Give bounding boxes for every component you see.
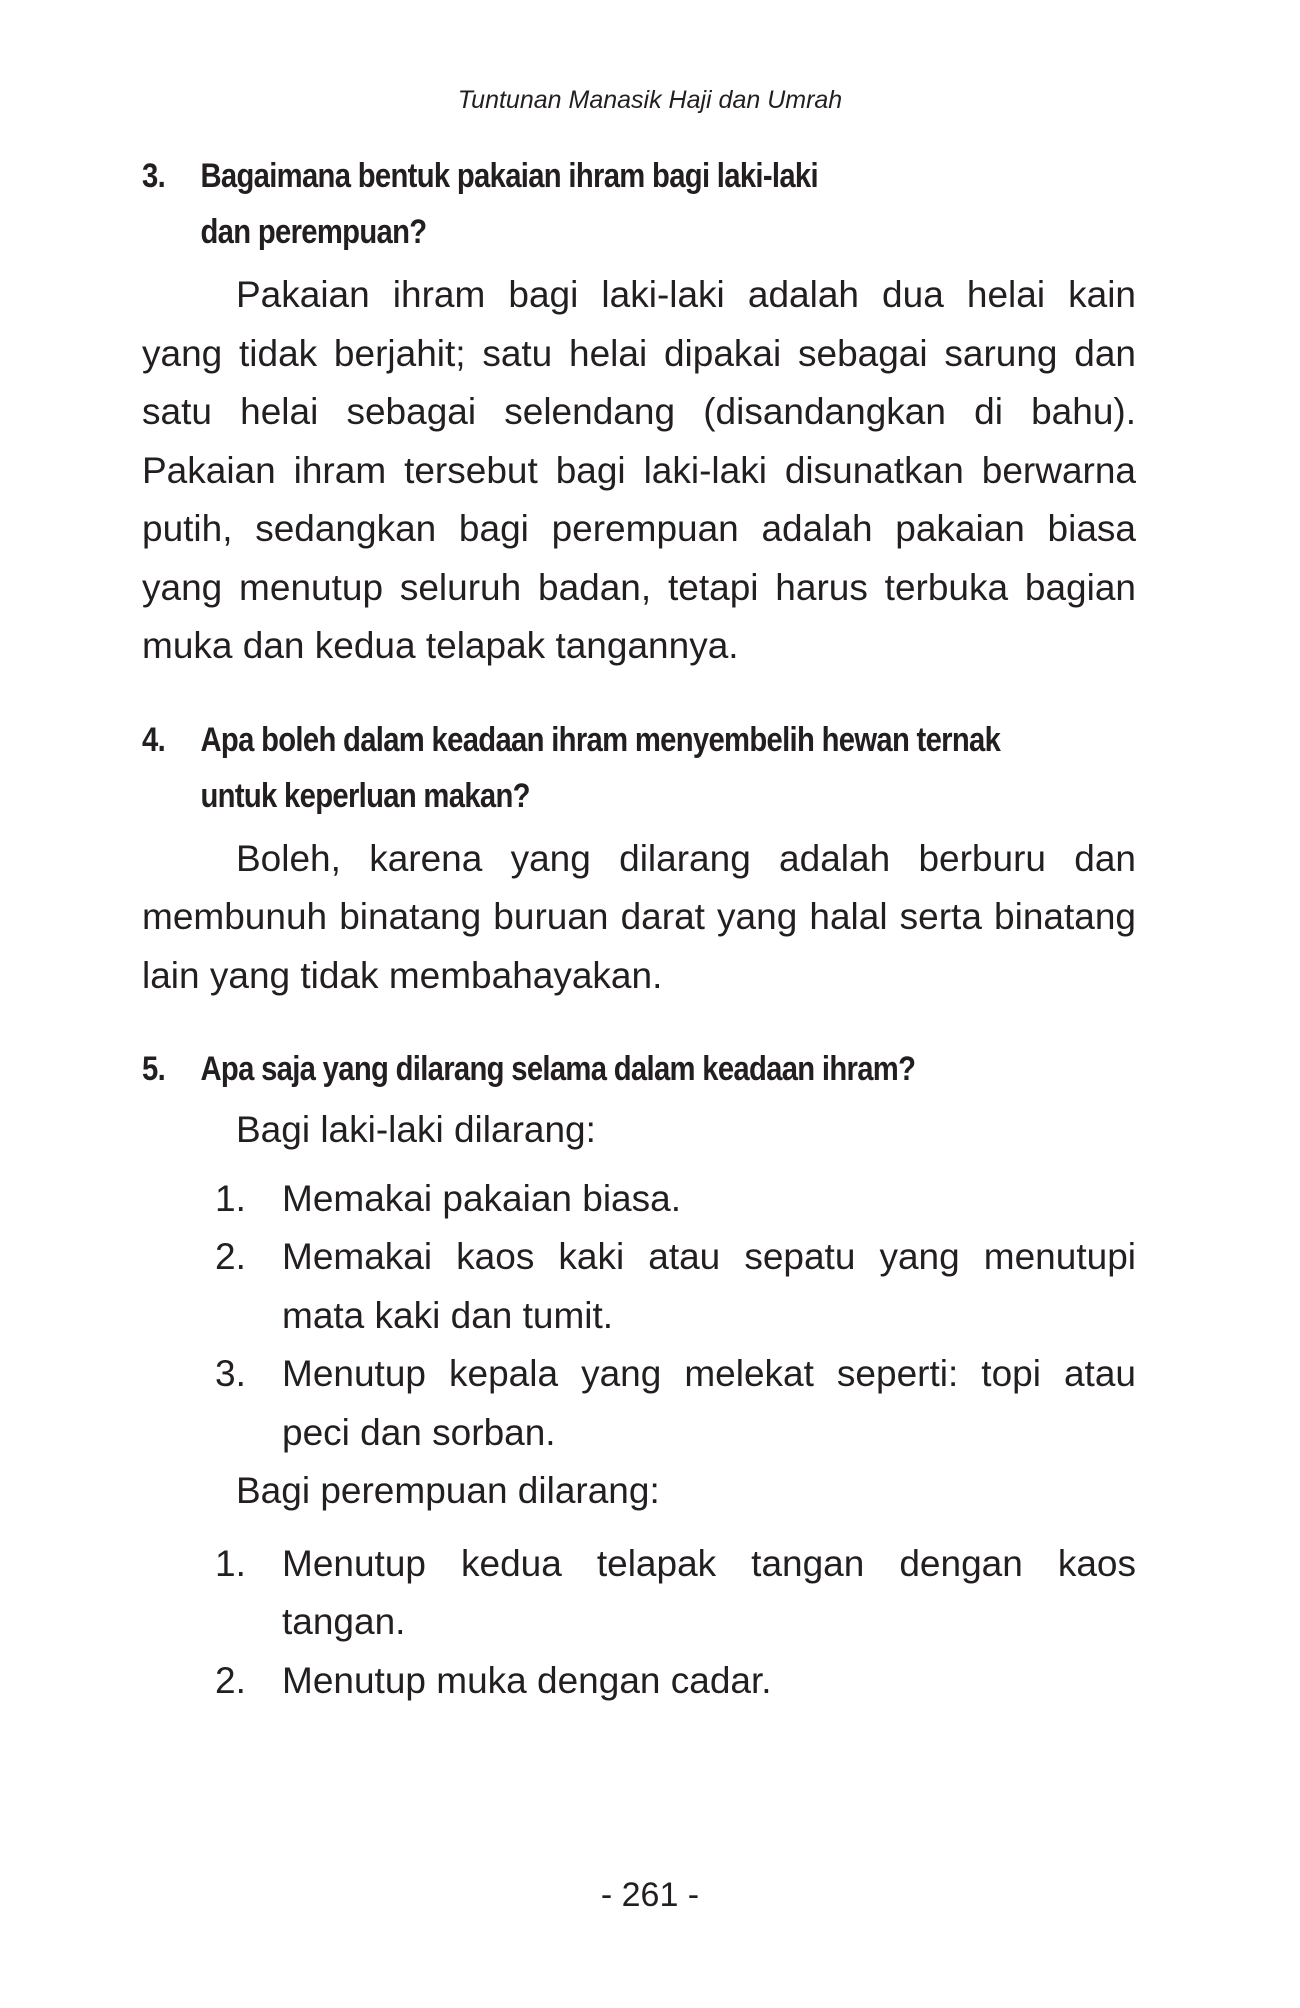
men-prohibitions-lead: Bagi laki-laki dilarang: [236,1109,596,1150]
list-item [142,1535,1136,1652]
section-3 [142,148,1136,676]
list-item [142,1345,1136,1462]
list-item-number: 3. [215,1353,246,1394]
question-text [200,712,1136,824]
women-prohibitions-lead: Bagi perempuan dilarang: [236,1470,660,1511]
question-heading [142,148,1136,260]
list-item-text: Memakai kaos kaki atau sepatu yang menutupi mata kaki dan tumit. [282,1236,1136,1336]
question-line-2: dan perempuan? [200,213,427,251]
list-item-text: Menutup muka dengan cadar. [282,1659,772,1701]
section-5 [142,1041,1136,1710]
question-heading [142,1041,1136,1097]
question-number: 4. [142,720,166,759]
page-content [142,148,1136,1710]
page-number: - 261 - [600,1876,700,1914]
list-item-text: Menutup kepala yang melekat seperti: topi atau peci dan sorban. [282,1353,1136,1453]
question-number: 3. [142,157,166,195]
question-line-1: Apa boleh dalam keadaan ihram menyembelih hewan ternak [200,720,1001,759]
men-prohibitions-list [142,1170,1136,1463]
list-item [142,1652,1136,1711]
list-item-number: 1. [215,1542,246,1584]
women-prohibitions-list [142,1535,1136,1711]
list-item-text: Menutup kedua telapak tangan dengan kaos tangan. [282,1542,1136,1642]
list-item-text: Memakai pakaian biasa. [282,1177,681,1219]
answer-paragraph: Boleh, karena yang dilarang adalah berburu dan membunuh binatang buruan darat yang halal serta binatang lain yang tidak membahayakan. [142,837,1136,996]
running-header: Tuntunan Manasik Haji dan Umrah [457,86,843,114]
question-heading [142,712,1136,824]
question-line-1: Bagaimana bentuk pakaian ihram bagi laki-laki [200,157,818,195]
list-item [142,1228,1136,1345]
question-text [200,148,1136,260]
question-text: Apa saja yang dilarang selama dalam keadaan ihram? [200,1050,916,1088]
list-item-number: 1. [215,1177,246,1219]
list-item-number: 2. [215,1236,246,1277]
list-item-number: 2. [215,1659,246,1701]
section-4 [142,712,1136,1006]
question-number: 5. [142,1050,166,1088]
answer-paragraph: Pakaian ihram bagi laki-laki adalah dua helai kain yang tidak berjahit; satu helai dipakai sebagai sarung dan satu helai sebagai selendang (disandangkan di bahu). Pakaian ihram tersebut bagi laki-laki disunatkan berwarna putih, sedangkan bagi perempuan adalah pakaian biasa yang menutup seluruh badan, tetapi harus terbuka bagian muka dan kedua telapak tangannya. [142,274,1136,666]
question-line-2: untuk keperluan makan? [200,776,530,815]
list-item [142,1170,1136,1229]
